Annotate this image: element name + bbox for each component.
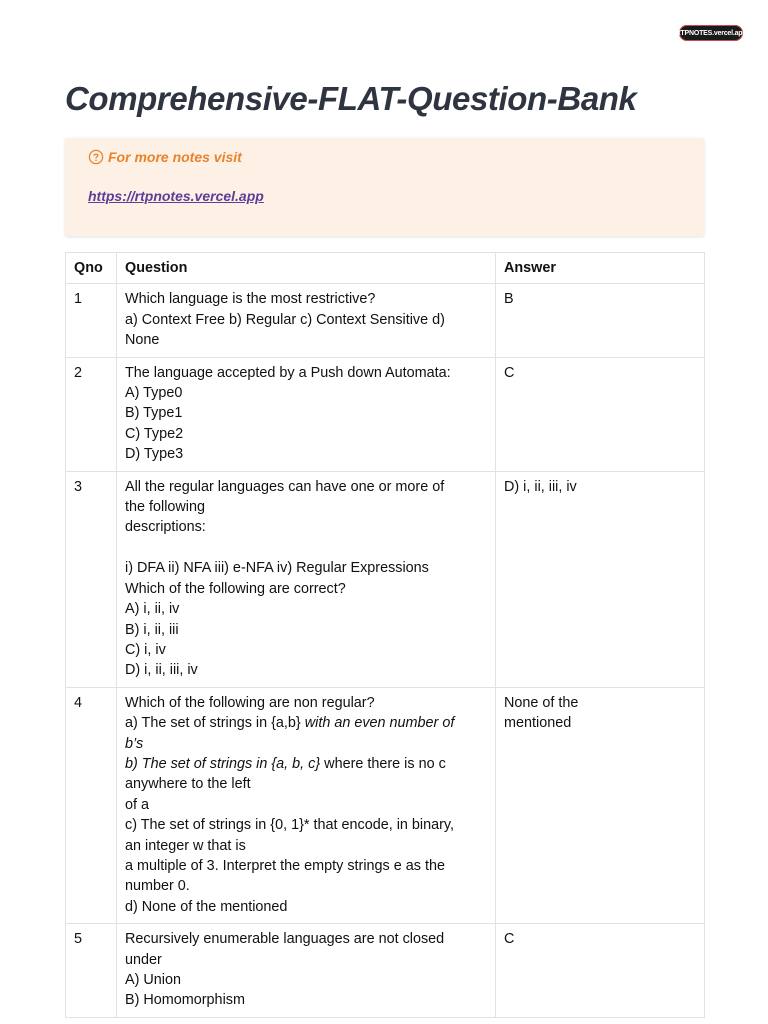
answer-text: C — [504, 364, 515, 381]
question-line — [125, 693, 487, 713]
question-line — [125, 383, 487, 403]
question-line — [125, 640, 487, 660]
question-text: a) The set of strings in {a,b} — [125, 715, 305, 732]
notes-callout — [65, 138, 704, 236]
question-text: of a — [125, 796, 150, 813]
question-table-container — [65, 252, 704, 1009]
question-cell — [117, 284, 496, 357]
question-line — [125, 713, 487, 733]
table-row — [66, 924, 705, 1018]
question-line — [125, 497, 487, 517]
answer-cell — [496, 471, 705, 687]
header-answer: Answer — [496, 253, 705, 284]
table-row — [66, 357, 705, 471]
question-line — [125, 876, 487, 896]
question-line — [125, 620, 487, 640]
question-line — [125, 444, 487, 464]
question-cell — [117, 471, 496, 687]
question-text: where there is no c — [320, 755, 446, 772]
page-title: Comprehensive-FLAT-Question-Bank — [65, 80, 637, 117]
question-text: A) Type0 — [125, 385, 183, 402]
question-line — [125, 990, 487, 1010]
question-text: None — [125, 332, 160, 349]
answer-cell — [496, 924, 705, 1018]
table-row — [66, 471, 705, 687]
answer-cell — [496, 357, 705, 471]
question-cell — [117, 687, 496, 923]
question-line — [125, 774, 487, 794]
qno-cell: 4 — [66, 687, 117, 923]
question-line — [125, 815, 487, 835]
question-line — [125, 734, 487, 754]
question-line — [125, 310, 487, 330]
question-text: number 0. — [125, 878, 190, 895]
answer-text: B — [504, 291, 514, 308]
question-line — [125, 538, 487, 558]
question-text: d) None of the mentioned — [125, 898, 288, 915]
question-text: an integer w that is — [125, 837, 246, 854]
question-line — [125, 363, 487, 383]
question-line — [125, 970, 487, 990]
answer-text: None of the — [504, 694, 579, 711]
table-header-row — [66, 253, 705, 284]
header-qno: Qno — [66, 253, 117, 284]
table-row — [66, 687, 705, 923]
question-line — [125, 929, 487, 949]
callout-heading — [88, 149, 242, 165]
qno-cell: 2 — [66, 357, 117, 471]
question-text: under — [125, 951, 162, 968]
question-text: Which of the following are non regular? — [125, 694, 375, 711]
question-line — [125, 856, 487, 876]
question-text: with an even number of — [304, 715, 455, 732]
question-line — [125, 477, 487, 497]
question-line — [125, 599, 487, 619]
question-text: c) The set of strings in {0, 1}* that encode, in binary, — [125, 817, 455, 834]
question-line — [125, 754, 487, 774]
question-text: C) i, iv — [125, 641, 166, 658]
question-text: b’s — [125, 735, 144, 752]
table-body — [66, 284, 705, 1017]
question-text: B) Type1 — [125, 405, 183, 422]
question-line — [125, 517, 487, 537]
notes-link[interactable]: https://rtpnotes.vercel.app — [88, 188, 264, 204]
qno-cell: 1 — [66, 284, 117, 357]
answer-text: D) i, ii, iii, iv — [504, 478, 577, 495]
question-line — [125, 836, 487, 856]
question-text: C) Type2 — [125, 425, 184, 442]
question-line — [125, 795, 487, 815]
question-cell — [117, 357, 496, 471]
question-cell — [117, 924, 496, 1018]
question-line — [125, 950, 487, 970]
question-text: Recursively enumerable languages are not closed — [125, 931, 445, 948]
question-text: anywhere to the left — [125, 776, 251, 793]
question-text: A) i, ii, iv — [125, 601, 180, 618]
qno-cell: 5 — [66, 924, 117, 1018]
help-circle-icon — [88, 149, 104, 165]
question-text: a multiple of 3. Interpret the empty strings e as the — [125, 857, 445, 874]
question-text: The language accepted by a Push down Automata: — [125, 364, 451, 381]
question-text: Which of the following are correct? — [125, 580, 346, 597]
question-line — [125, 424, 487, 444]
question-text: the following — [125, 499, 205, 516]
question-line — [125, 330, 487, 350]
question-text: b) The set of strings in {a, b, c} — [125, 755, 321, 772]
question-line — [125, 403, 487, 423]
qno-cell: 3 — [66, 471, 117, 687]
callout-heading-text: For more notes visit — [108, 149, 242, 165]
question-line — [125, 579, 487, 599]
question-text: a) Context Free b) Regular c) Context Sensitive d) — [125, 311, 445, 328]
question-text: i) DFA ii) NFA iii) e-NFA iv) Regular Expressions — [125, 560, 429, 577]
question-line — [125, 289, 487, 309]
question-line — [125, 660, 487, 680]
question-text: B) i, ii, iii — [125, 621, 179, 638]
question-text: A) Union — [125, 972, 181, 988]
site-badge[interactable]: RTPNOTES.vercel.app — [679, 25, 743, 41]
question-text: descriptions: — [125, 519, 206, 536]
answer-cell — [496, 284, 705, 357]
answer-text: C — [504, 931, 515, 948]
question-text: D) Type3 — [125, 446, 184, 463]
header-question: Question — [117, 253, 496, 284]
question-text: D) i, ii, iii, iv — [125, 662, 198, 679]
answer-text: mentioned — [504, 715, 572, 732]
question-line — [125, 897, 487, 917]
answer-cell — [496, 687, 705, 923]
question-text: B) Homomorphism — [125, 992, 245, 1009]
question-text: Which language is the most restrictive? — [125, 291, 376, 308]
question-line — [125, 558, 487, 578]
question-text: All the regular languages can have one or more of — [125, 478, 445, 495]
table-row — [66, 284, 705, 357]
question-table — [65, 252, 705, 1018]
